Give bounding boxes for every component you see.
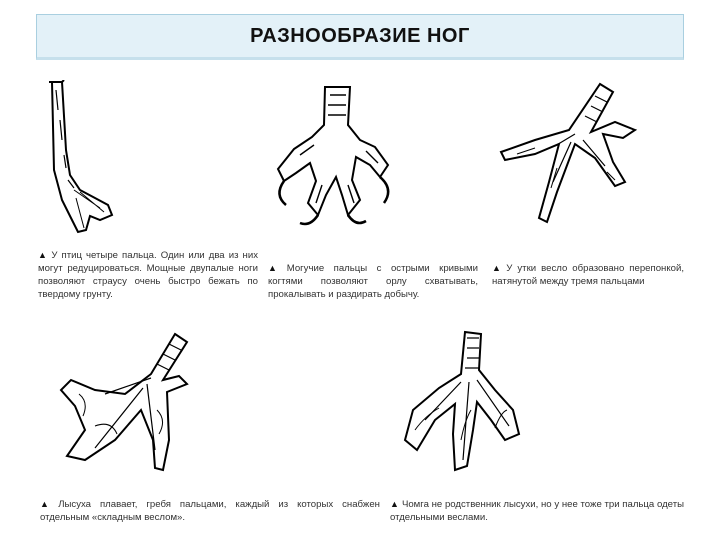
eagle-caption: ▲ Могучие пальцы с острыми кривыми когтями позволяют орлу схватывать, прокалывать и раздирать добычу. [268, 263, 478, 300]
triangle-marker-icon: ▲ [40, 499, 56, 509]
triangle-marker-icon: ▲ [38, 250, 49, 260]
grebe-caption: ▲ Чомга не родственник лысухи, но у нее тоже три пальца одеты отдельными веслами. [390, 499, 684, 523]
ostrich-caption: ▲ У птиц четыре пальца. Один или два из них могут редуцироваться. Мощные двупалые ноги позволяют страусу очень быстро бежать по твердому грунту. [38, 250, 258, 300]
triangle-marker-icon: ▲ [390, 499, 399, 509]
grebe-foot-illustration [395, 330, 535, 480]
triangle-marker-icon: ▲ [492, 263, 504, 273]
title-banner [36, 14, 684, 60]
page-title: РАЗНООБРАЗИЕ НОГ [250, 24, 470, 47]
duck-caption: ▲ У утки весло образовано перепонкой, натянутой между тремя пальцами [492, 263, 684, 287]
triangle-marker-icon: ▲ [268, 263, 284, 273]
duck-foot-illustration [495, 82, 645, 232]
eagle-foot-illustration [270, 85, 405, 230]
ostrich-foot-illustration [40, 80, 130, 240]
coot-caption: ▲ Лысуха плавает, гребя пальцами, каждый из которых снабжен отдельным «складным веслом». [40, 499, 380, 523]
coot-foot-illustration [55, 330, 195, 480]
